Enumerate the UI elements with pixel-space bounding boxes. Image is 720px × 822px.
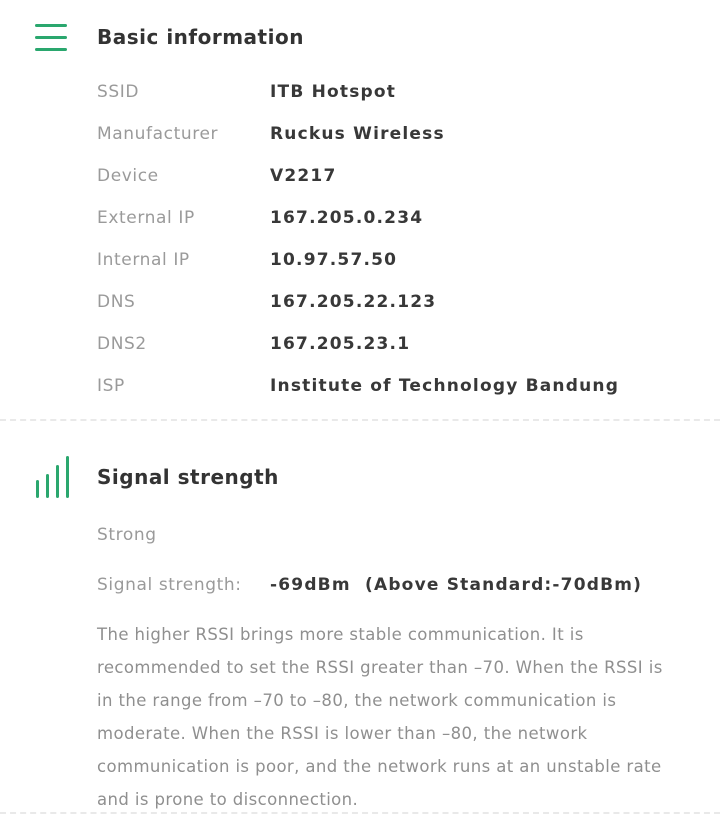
row-label: ISP [97, 376, 125, 396]
row-value: 167.205.23.1 [270, 334, 411, 354]
table-row-dns2 [97, 323, 720, 365]
rssi-description: The higher RSSI brings more stable communication. It is recommended to set the RSSI greater than –70. When the RSSI is in the range from –70 to –80, the network communication is moderate. When the RSSI is lower than –80, the network communication is poor, and the network runs at an unstable rate and is prone to disconnection. [97, 625, 663, 809]
row-label: Internal IP [97, 250, 190, 270]
row-value: Ruckus Wireless [270, 124, 445, 144]
section-divider [0, 419, 720, 421]
row-label: Device [97, 166, 159, 186]
table-row-ssid [97, 71, 720, 113]
row-label: SSID [97, 82, 140, 102]
row-label: DNS [97, 292, 136, 312]
table-row-dns [97, 281, 720, 323]
row-value: ITB Hotspot [270, 82, 397, 102]
table-row-external-ip [97, 197, 720, 239]
row-value: 167.205.22.123 [270, 292, 437, 312]
row-label: DNS2 [97, 334, 147, 354]
signal-strength-header [0, 454, 720, 500]
signal-strength-body [97, 514, 720, 816]
table-row-manufacturer [97, 113, 720, 155]
signal-status: Strong [97, 525, 157, 545]
signal-strength-label: Signal strength: [97, 575, 242, 595]
signal-strength-row [97, 564, 720, 606]
row-label: External IP [97, 208, 195, 228]
row-value: 10.97.57.50 [270, 250, 398, 270]
row-value: V2217 [270, 166, 337, 186]
basic-info-rows [97, 71, 720, 407]
table-row-isp [97, 365, 720, 407]
signal-bars-icon [35, 454, 69, 500]
bottom-divider [0, 812, 720, 814]
row-value: Institute of Technology Bandung [270, 376, 620, 396]
basic-info-header [0, 0, 720, 60]
signal-strength-title: Signal strength [97, 465, 279, 489]
table-row-device [97, 155, 720, 197]
row-label: Manufacturer [97, 124, 219, 144]
table-row-internal-ip [97, 239, 720, 281]
basic-info-title: Basic information [97, 25, 304, 49]
menu-icon [35, 14, 69, 60]
row-value: 167.205.0.234 [270, 208, 424, 228]
signal-strength-value: -69dBm (Above Standard:-70dBm) [270, 575, 643, 595]
